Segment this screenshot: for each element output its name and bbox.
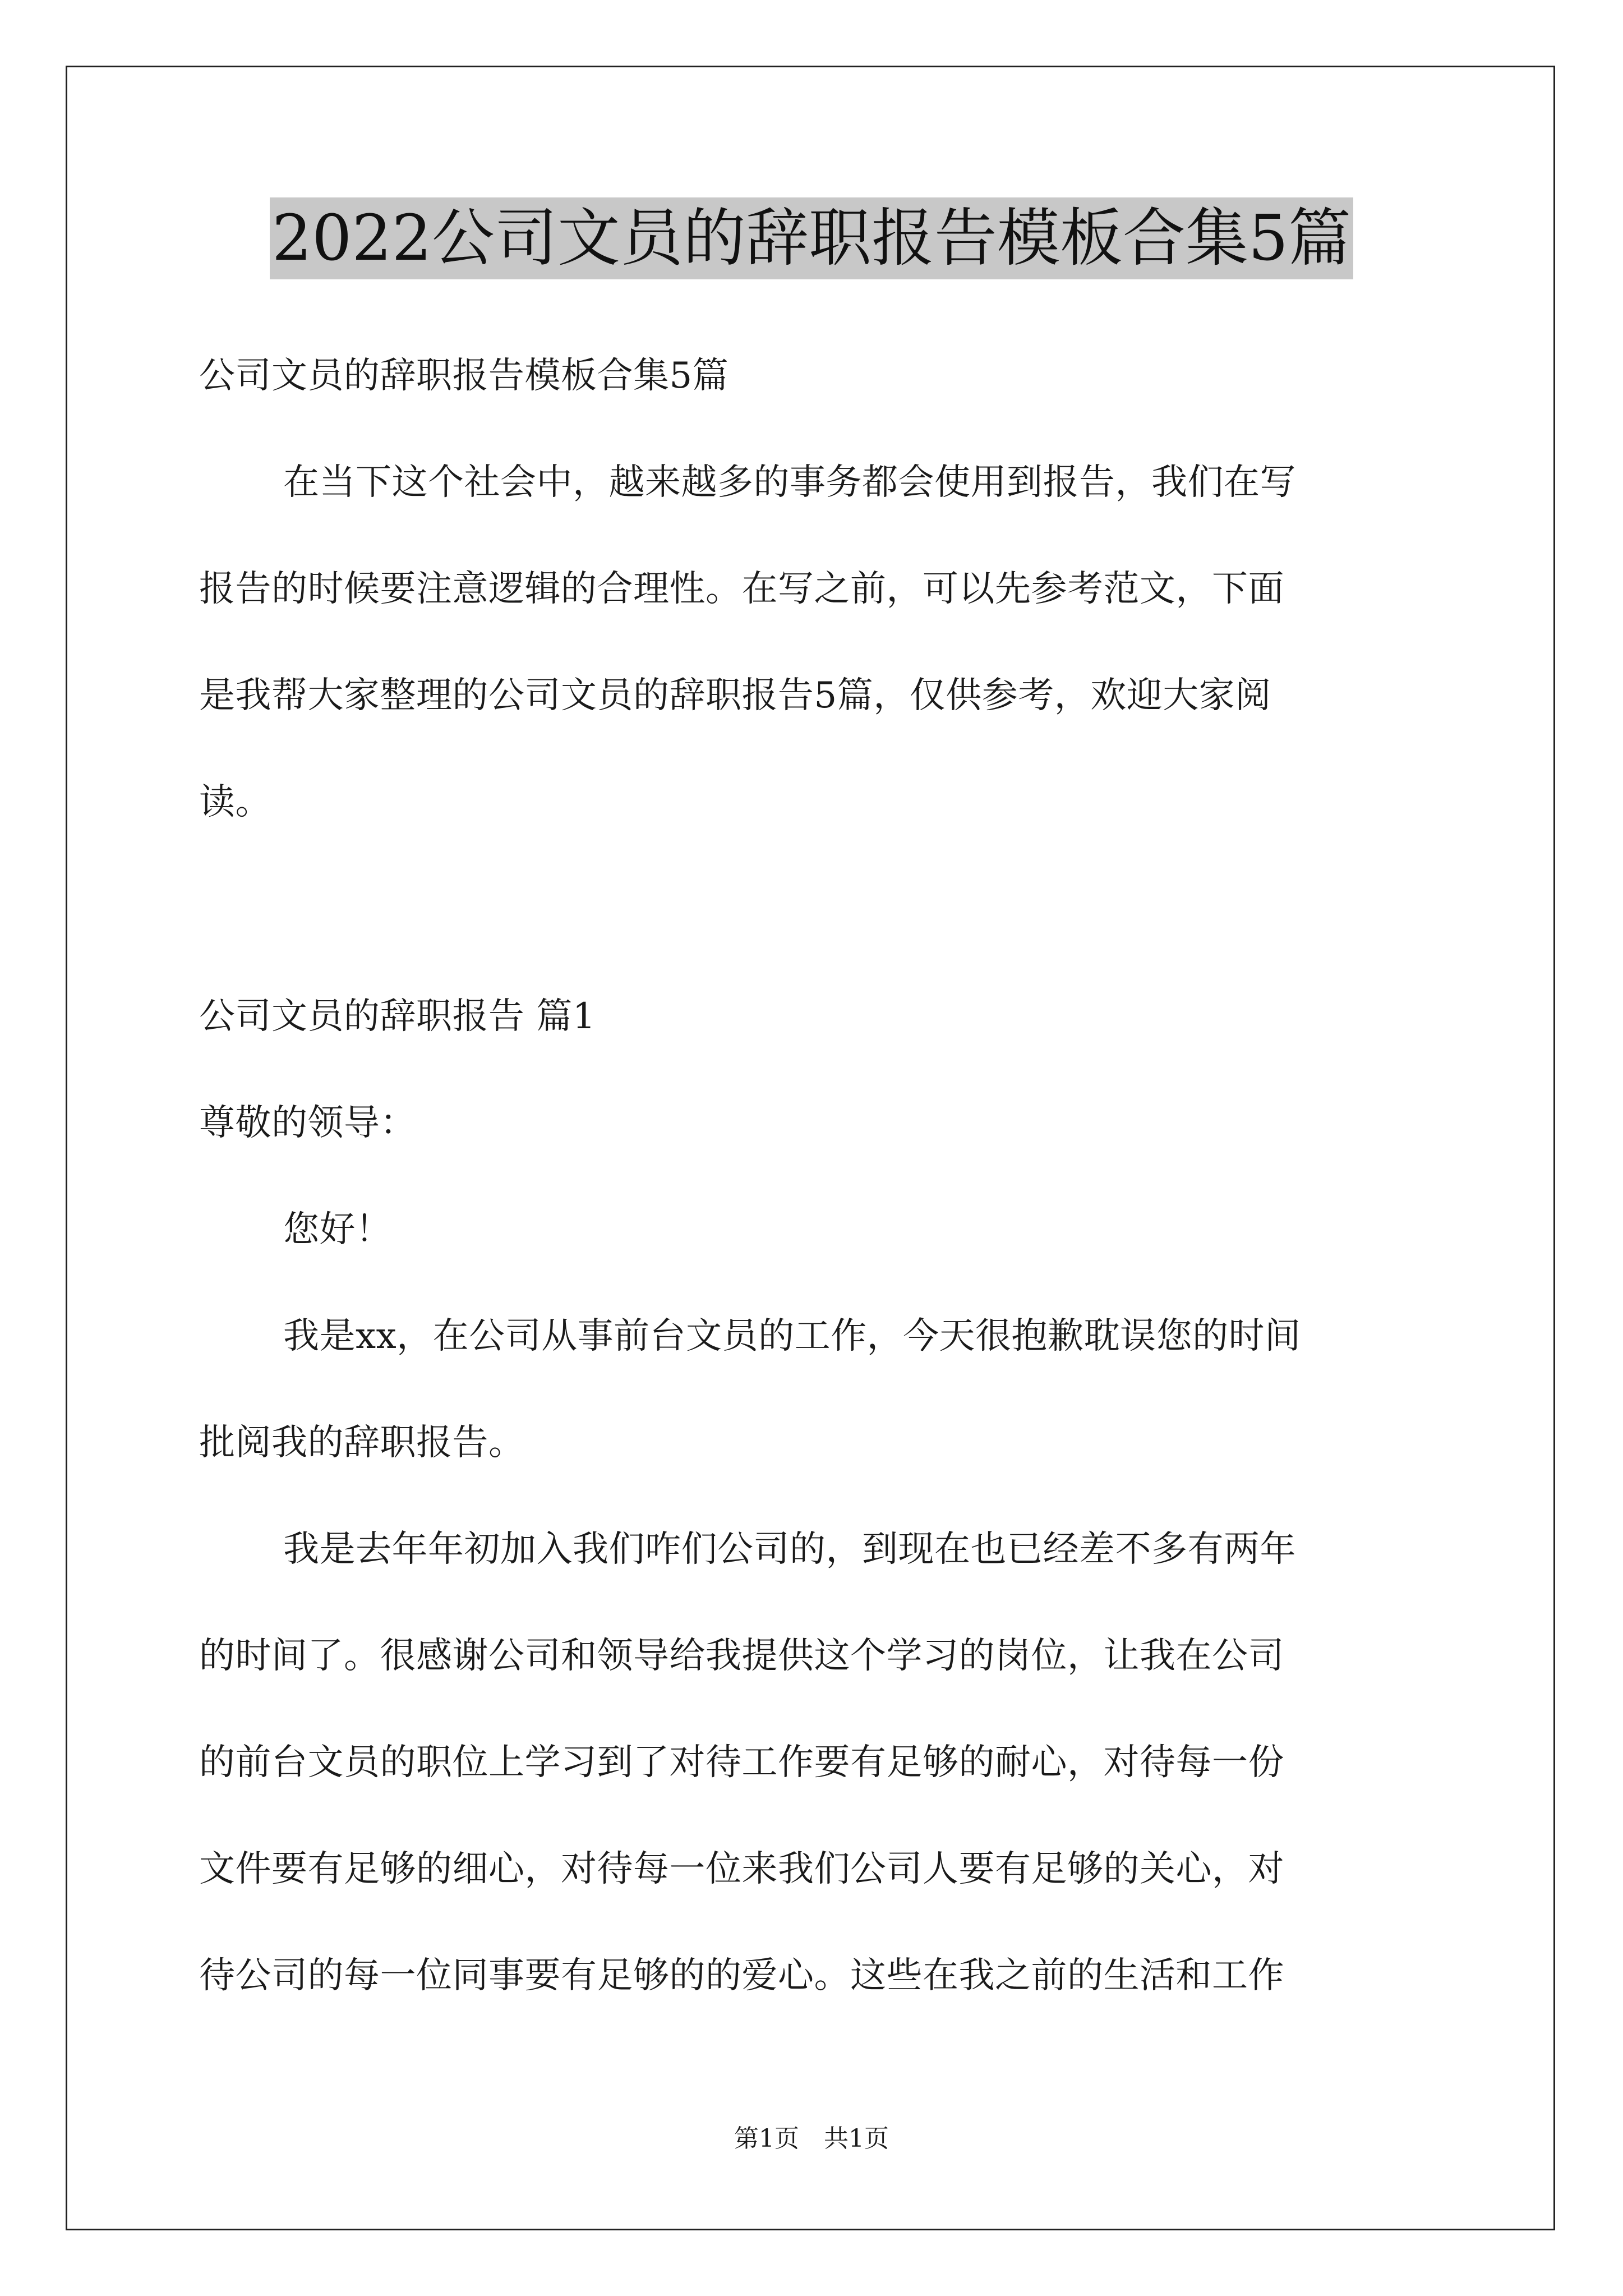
intro-line: 在当下这个社会中，越来越多的事务都会使用到报告，我们在写	[283, 462, 1296, 503]
intro-line: 读。	[199, 781, 271, 823]
intro-line: 报告的时候要注意逻辑的合理性。在写之前，可以先参考范文，下面	[199, 568, 1284, 610]
paragraph-line: 文件要有足够的细心，对待每一位来我们公司人要有足够的关心，对	[199, 1848, 1284, 1890]
document-subtitle: 公司文员的辞职报告模板合集5篇	[199, 355, 729, 397]
paragraph-line: 的时间了。很感谢公司和领导给我提供这个学习的岗位，让我在公司	[199, 1635, 1284, 1677]
paragraph-line: 我是去年年初加入我们咋们公司的，到现在也已经差不多有两年	[283, 1529, 1296, 1570]
greeting: 您好！	[283, 1209, 392, 1250]
paragraph-line: 的前台文员的职位上学习到了对待工作要有足够的耐心，对待每一份	[199, 1742, 1284, 1783]
title-block	[0, 197, 1623, 279]
document-title: 2022公司文员的辞职报告模板合集5篇	[270, 197, 1353, 279]
paragraph-line: 我是xx，在公司从事前台文员的工作，今天很抱歉耽误您的时间	[283, 1315, 1301, 1357]
salutation: 尊敬的领导：	[199, 1102, 416, 1144]
intro-line: 是我帮大家整理的公司文员的辞职报告5篇，仅供参考，欢迎大家阅	[199, 675, 1271, 716]
page-footer: 第1页 共1页	[734, 2124, 889, 2153]
paragraph-line: 待公司的每一位同事要有足够的的爱心。这些在我之前的生活和工作	[199, 1955, 1284, 1996]
section-heading: 公司文员的辞职报告 篇1	[199, 996, 596, 1037]
paragraph-line: 批阅我的辞职报告。	[199, 1422, 525, 1464]
